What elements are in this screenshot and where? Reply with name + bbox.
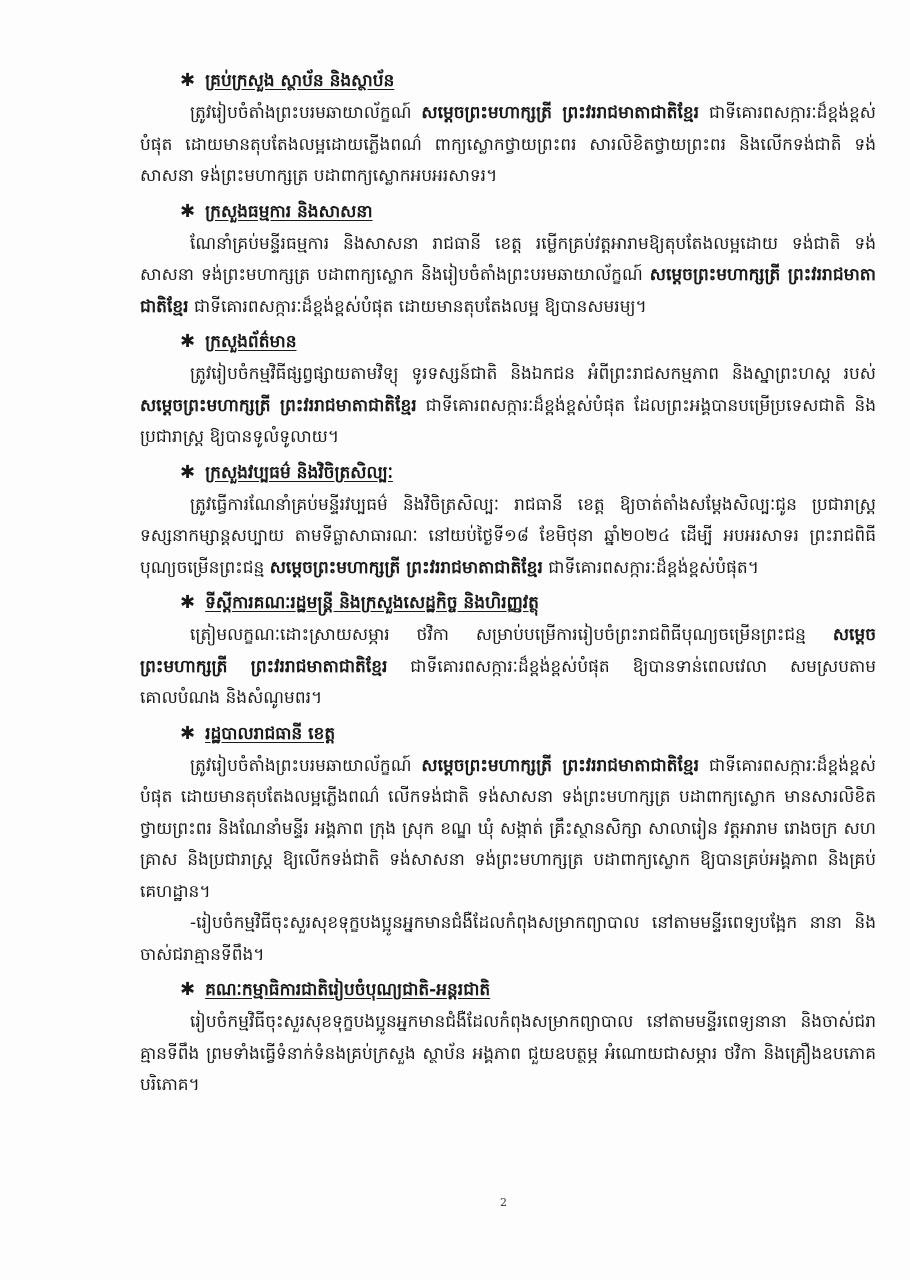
section-ministry-culture [140, 456, 876, 585]
section-paragraph [140, 620, 876, 715]
section-heading [140, 456, 876, 490]
section-heading [140, 325, 876, 359]
paragraph-text: ជាទីគោរពសក្ការៈដ៏ខ្ពង់ខ្ពស់បំផុត ដោយមានតុបតែងលម្អ ឱ្យបានសមរម្យ។ [188, 296, 647, 317]
paragraph-text: ត្រូវធ្វើការណែនាំគ្រប់មន្ទីរវប្បធម៌ និងវិចិត្រសិល្បៈ រាជធានី ខេត្ត ឱ្យចាត់តាំងសម្ដែងសិល្បៈជូន ប្រជារាស្ត្រទស្សនាកម្សាន្តសប្បាយ តាមទីធ្លាសាធារណៈ នៅយប់ថ្ងៃទី១៨ ខែមិថុនា ឆ្នាំ២០២៤ ដើម្បី អបអរសាទរ ព្រះរាជពិធីបុណ្យចម្រើនព្រះជន្ម [140, 494, 876, 578]
paragraph-text: ជាទីគោរពសក្ការៈដ៏ខ្ពង់ខ្ពស់បំផុត ដោយមានតុបតែងលម្អភ្លើងពណ៌ លើកទង់ជាតិ ទង់សាសនា ទង់ព្រះមហាក្សត្រ បដាពាក្យស្លោក មានសារលិខិតថ្វាយព្រះពរ និងណែនាំមន្ទីរ អង្គភាព ក្រុង ស្រុក ខណ្ឌ ឃុំ សង្កាត់ គ្រឹះស្ថានសិក្សា សាលារៀន វត្តអារាម រោងចក្រ សហគ្រាស និងប្រជារាស្ត្រ ឱ្យលើកទង់ជាតិ ទង់សាសនា ទង់ព្រះមហាក្សត្រ បដាពាក្យស្លោក ឱ្យបានគ្រប់អង្គភាព និងគ្រប់គេហដ្ឋាន។ [140, 755, 876, 902]
section-paragraph [140, 98, 876, 193]
section-capital-province-admin [140, 717, 876, 972]
section-paragraph [140, 359, 876, 454]
royal-title: សម្ដេចព្រះមហាក្សត្រី ព្រះវររាជមាតាជាតិខ្មែរ [140, 625, 876, 677]
asterisk-icon: ✱ [180, 722, 196, 744]
document-body [140, 62, 876, 1102]
section-paragraph [140, 490, 876, 585]
paragraph-text: ជាទីគោរពសក្ការៈដ៏ខ្ពង់ខ្ពស់បំផុត ឱ្យបានទាន់ពេលវេលា សមស្របតាមគោលបំណង និងសំណូមពរ។ [140, 656, 876, 708]
section-title: គណៈកម្មាធិការជាតិរៀបចំបុណ្យជាតិ-អន្តរជាតិ [205, 980, 491, 1000]
paragraph-text: ណែនាំគ្រប់មន្ទីរធម្មការ និងសាសនា រាជធានី ខេត្ត រម្លើកគ្រប់វត្តអារាមឱ្យតុបតែងលម្អដោយ ទង់ជាតិ ទង់សាសនា ទង់ព្រះមហាក្សត្រ បដាពាក្យស្លោក និងរៀបចំតាំងព្រះបរមឆាយាល័ក្ខណ៍ [140, 233, 876, 285]
section-heading [140, 195, 876, 229]
section-title: ក្រសួងធម្មការ និងសាសនា [205, 201, 373, 222]
section-bullet-paragraph: -រៀបចំកម្មវិធីចុះសួរសុខទុក្ខបងប្អូនអ្នកមានជំងឺដែលកំពុងសម្រាកព្យាបាល នៅតាមមន្ទីរពេទ្យបង្អែក នានា និងចាស់ជរាគ្មានទីពឹង។ [140, 913, 876, 965]
paragraph-text: ជាទីគោរពសក្ការៈដ៏ខ្ពង់ខ្ពស់បំផុត។ [542, 557, 759, 578]
section-title: ក្រសួងវប្បធម៌ និងវិចិត្រសិល្បៈ [205, 462, 393, 483]
royal-title: សម្ដេចព្រះមហាក្សត្រី ព្រះវររាជមាតាជាតិខ្មែរ [421, 755, 700, 776]
section-heading [140, 717, 876, 751]
royal-title: សម្ដេចព្រះមហាក្សត្រី ព្រះវររាជមាតាជាតិខ្មែរ [269, 557, 543, 578]
section-paragraph [140, 1007, 876, 1102]
paragraph-text: ត្រូវរៀបចំតាំងព្រះបរមឆាយាល័ក្ខណ៍ [190, 755, 422, 776]
paragraph-text: ត្រូវរៀបចំតាំងព្រះបរមឆាយាល័ក្ខណ៍ [190, 103, 422, 123]
section-title: ទីស្តីការគណៈរដ្ឋមន្ត្រី និងក្រសួងសេដ្ឋកិច្ច និងហិរញ្ញវត្ថុ [205, 593, 539, 613]
section-paragraph [140, 229, 876, 324]
section-heading [140, 973, 876, 1007]
section-title: រដ្ឋបាលរាជធានី ខេត្ត [205, 723, 336, 744]
section-national-festival-committee [140, 973, 876, 1102]
section-all-ministries [140, 64, 876, 193]
asterisk-icon: ✱ [180, 200, 196, 222]
asterisk-icon: ✱ [180, 461, 196, 483]
paragraph-text: ជាទីគោរពសក្ការៈដ៏ខ្ពង់ខ្ពស់បំផុត ដោយមានតុបតែងលម្អដោយភ្លើងពណ៌ ពាក្យស្លោកថ្វាយព្រះពរ សារលិខិតថ្វាយព្រះពរ និងលើកទង់ជាតិ ទង់សាសនា ទង់ព្រះមហាក្សត្រ បដាពាក្យស្លោកអបអរសាទរ។ [140, 103, 876, 186]
asterisk-icon: ✱ [180, 979, 196, 1000]
section-title: គ្រប់ក្រសួង ស្ថាប័ន និងស្ថាប័ន [205, 71, 395, 91]
asterisk-icon: ✱ [180, 592, 196, 613]
royal-title: សម្ដេចព្រះមហាក្សត្រី ព្រះវររាជមាតាជាតិខ្មែរ [140, 265, 876, 317]
section-ministry-information [140, 325, 876, 454]
asterisk-icon: ✱ [180, 331, 196, 352]
paragraph-text: រៀបចំកម្មវិធីចុះសួរសុខទុក្ខបងប្អូនអ្នកមានជំងឺដែលកំពុងសម្រាកព្យាបាល នៅតាមមន្ទីរពេទ្យនានា និងចាស់ជរាគ្មានទីពឹង ព្រមទាំងធ្វើទំនាក់ទំនងគ្រប់ក្រសួង ស្ថាប័ន អង្គភាព ជួយឧបត្ថម្ភ អំណោយជាសម្ភារ ថវិកា និងគ្រឿងឧបភោគបរិភោគ។ [140, 1012, 876, 1095]
page-number: 2 [500, 1196, 507, 1209]
section-heading [140, 64, 876, 98]
asterisk-icon: ✱ [180, 70, 196, 91]
section-council-ministers-finance [140, 586, 876, 715]
section-title: ក្រសួងព័ត៌មាន [205, 332, 297, 352]
section-paragraph [140, 751, 876, 909]
royal-title: សម្ដេចព្រះមហាក្សត្រី ព្រះវររាជមាតាជាតិខ្មែរ [421, 103, 700, 123]
paragraph-text: ត្រូវរៀបចំកម្មវិធីផ្សព្វផ្សាយតាមវិទ្យុ ទូរទស្សន៍ជាតិ និងឯកជន អំពីព្រះរាជសកម្មភាព និងស្នាព្រះហស្ត របស់ [190, 364, 876, 384]
paragraph-text: ត្រៀមលក្ខណៈដោះស្រាយសម្ភារ ថវិកា សម្រាប់បម្រើការរៀបចំព្រះរាជពិធីបុណ្យចម្រើនព្រះជន្ម [190, 625, 833, 645]
paragraph-text: ជាទីគោរពសក្ការៈដ៏ខ្ពង់ខ្ពស់បំផុត ដែលព្រះអង្គបានបម្រើប្រទេសជាតិ និងប្រជារាស្ត្រ ឱ្យបានទូលំទូលាយ។ [140, 395, 876, 447]
section-heading [140, 586, 876, 620]
section-ministry-cults-religion [140, 195, 876, 324]
royal-title: សម្ដេចព្រះមហាក្សត្រី ព្រះវររាជមាតាជាតិខ្មែរ [140, 395, 417, 416]
